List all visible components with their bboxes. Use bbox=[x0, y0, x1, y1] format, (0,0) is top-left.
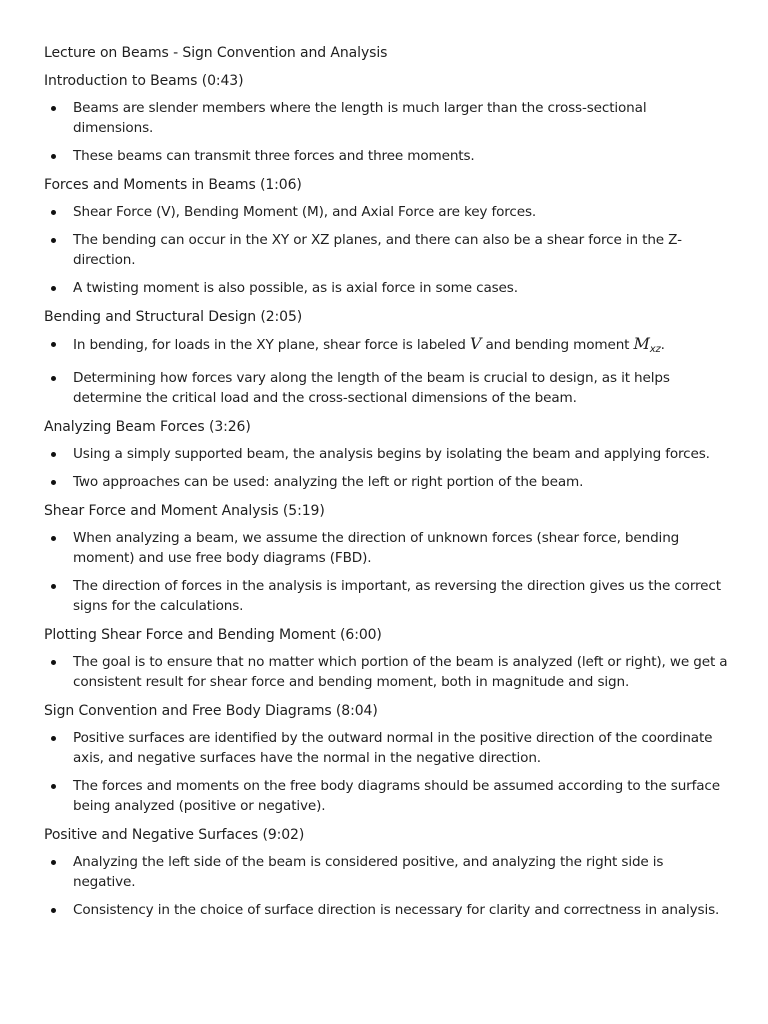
bullet-list bbox=[44, 528, 728, 616]
bullet-item bbox=[44, 728, 728, 768]
bullet-list bbox=[44, 652, 728, 692]
bullet-item bbox=[44, 852, 728, 892]
bullet-dot-icon bbox=[51, 106, 56, 111]
bullet-item bbox=[44, 334, 728, 360]
bullet-dot-icon bbox=[51, 784, 56, 789]
bullet-dot-icon bbox=[51, 154, 56, 159]
section-heading: Analyzing Beam Forces (3:26) bbox=[44, 419, 251, 435]
bullet-dot-icon bbox=[51, 342, 56, 347]
bullet-dot-icon bbox=[51, 584, 56, 589]
bullet-item bbox=[44, 230, 728, 270]
section-heading: Bending and Structural Design (2:05) bbox=[44, 309, 303, 325]
bullet-text: A twisting moment is also possible, as is axial force in some cases. bbox=[73, 280, 518, 296]
bullet-dot-icon bbox=[51, 908, 56, 913]
section-heading: Sign Convention and Free Body Diagrams (8:04) bbox=[44, 703, 378, 719]
bullet-text: These beams can transmit three forces and three moments. bbox=[73, 148, 475, 164]
bullet-dot-icon bbox=[51, 210, 56, 215]
bullet-item bbox=[44, 472, 728, 492]
bullet-text: Two approaches can be used: analyzing the left or right portion of the beam. bbox=[73, 474, 584, 490]
section-heading: Positive and Negative Surfaces (9:02) bbox=[44, 827, 305, 843]
section-sign-convention bbox=[44, 702, 728, 816]
section-positive-and-negative-surfaces bbox=[44, 826, 728, 920]
bullet-list bbox=[44, 98, 728, 166]
bullet-dot-icon bbox=[51, 860, 56, 865]
section-heading: Forces and Moments in Beams (1:06) bbox=[44, 177, 302, 193]
bullet-text: Shear Force (V), Bending Moment (M), and Axial Force are key forces. bbox=[73, 204, 537, 220]
math-subscript: xz bbox=[649, 344, 661, 355]
bullet-list bbox=[44, 334, 728, 408]
bullet-dot-icon bbox=[51, 736, 56, 741]
bullet-text: Analyzing the left side of the beam is considered positive, and analyzing the right side is negative. bbox=[73, 854, 664, 890]
bullet-text: Consistency in the choice of surface direction is necessary for clarity and correctness in analysis. bbox=[73, 902, 720, 918]
bullet-item bbox=[44, 444, 728, 464]
bullet-dot-icon bbox=[51, 536, 56, 541]
bullet-list bbox=[44, 202, 728, 298]
bullet-item bbox=[44, 900, 728, 920]
bullet-text: The bending can occur in the XY or XZ planes, and there can also be a shear force in the Z-direction. bbox=[73, 232, 682, 268]
bullet-item bbox=[44, 528, 728, 568]
bullet-item bbox=[44, 776, 728, 816]
bullet-item bbox=[44, 146, 728, 166]
bullet-dot-icon bbox=[51, 480, 56, 485]
bullet-text-part: In bending, for loads in the XY plane, shear force is labeled bbox=[73, 337, 470, 353]
bullet-text: Positive surfaces are identified by the outward normal in the positive direction of the coordinate axis, and negative surfaces have the normal in the negative direction. bbox=[73, 730, 713, 766]
section-plotting-shear-force bbox=[44, 626, 728, 692]
bullet-dot-icon bbox=[51, 238, 56, 243]
section-introduction-to-beams bbox=[44, 72, 728, 166]
bullet-list bbox=[44, 852, 728, 920]
bullet-item bbox=[44, 202, 728, 222]
bullet-dot-icon bbox=[51, 660, 56, 665]
section-heading: Plotting Shear Force and Bending Moment (6:00) bbox=[44, 627, 382, 643]
section-analyzing-beam-forces bbox=[44, 418, 728, 492]
bullet-text: The goal is to ensure that no matter which portion of the beam is analyzed (left or right), we get a consistent result for shear force and bending moment, both in magnitude and sign. bbox=[73, 654, 728, 690]
bullet-list bbox=[44, 728, 728, 816]
math-bending-moment-symbol: M bbox=[633, 334, 650, 353]
section-bending-and-structural-design bbox=[44, 308, 728, 408]
bullet-text: The direction of forces in the analysis is important, as reversing the direction gives us the correct signs for the calculations. bbox=[73, 578, 721, 614]
bullet-text: Determining how forces vary along the length of the beam is crucial to design, as it helps determine the critical load and the cross-sectional dimensions of the beam. bbox=[73, 370, 670, 406]
bullet-dot-icon bbox=[51, 286, 56, 291]
bullet-dot-icon bbox=[51, 452, 56, 457]
section-forces-and-moments bbox=[44, 176, 728, 298]
bullet-text: When analyzing a beam, we assume the direction of unknown forces (shear force, bending moment) and use free body diagrams (FBD). bbox=[73, 530, 680, 566]
section-shear-force-and-moment-analysis bbox=[44, 502, 728, 616]
math-shear-force-symbol: V bbox=[469, 334, 482, 353]
section-heading: Introduction to Beams (0:43) bbox=[44, 73, 244, 89]
bullet-text: Beams are slender members where the length is much larger than the cross-sectional dimensions. bbox=[73, 100, 647, 136]
bullet-text-part: and bending moment bbox=[481, 337, 634, 353]
document-title: Lecture on Beams - Sign Convention and Analysis bbox=[44, 45, 388, 61]
bullet-text: Using a simply supported beam, the analysis begins by isolating the beam and applying forces. bbox=[73, 446, 710, 462]
bullet-dot-icon bbox=[51, 376, 56, 381]
bullet-item bbox=[44, 652, 728, 692]
bullet-text: The forces and moments on the free body diagrams should be assumed according to the surface being analyzed (positive or negative). bbox=[73, 778, 720, 814]
bullet-item bbox=[44, 576, 728, 616]
bullet-list bbox=[44, 444, 728, 492]
section-heading: Shear Force and Moment Analysis (5:19) bbox=[44, 503, 325, 519]
bullet-text-part: . bbox=[660, 337, 665, 353]
bullet-item bbox=[44, 278, 728, 298]
bullet-item bbox=[44, 368, 728, 408]
bullet-item bbox=[44, 98, 728, 138]
